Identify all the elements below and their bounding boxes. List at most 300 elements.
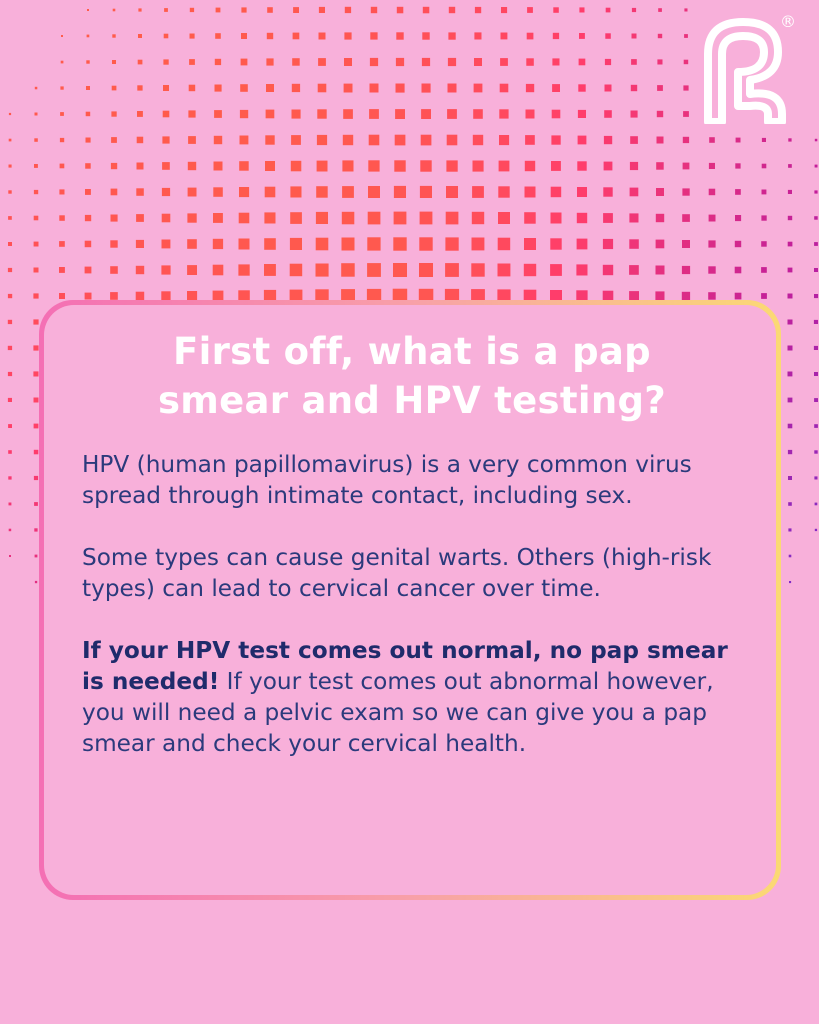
halftone-dot bbox=[631, 59, 637, 65]
planned-parenthood-logo-icon bbox=[698, 14, 788, 124]
paragraph-hpv-types: Some types can cause genital warts. Others (high-risk types) can lead to cervical cancer over time. bbox=[82, 544, 712, 602]
halftone-dot bbox=[708, 240, 715, 247]
halftone-dot bbox=[85, 241, 92, 248]
halftone-dot bbox=[34, 424, 39, 429]
halftone-dot bbox=[552, 84, 560, 92]
halftone-dot bbox=[446, 212, 459, 225]
halftone-dot bbox=[709, 189, 716, 196]
card-title-line1: First off, what is a pap bbox=[173, 330, 651, 373]
halftone-dot bbox=[499, 135, 509, 145]
halftone-dot bbox=[473, 135, 483, 145]
halftone-dot bbox=[87, 35, 90, 38]
halftone-dot bbox=[239, 239, 250, 250]
halftone-dot bbox=[343, 109, 353, 119]
halftone-dot bbox=[216, 8, 221, 13]
halftone-dot bbox=[163, 59, 168, 64]
halftone-dot bbox=[59, 215, 65, 221]
halftone-dot bbox=[472, 186, 484, 198]
halftone-dot bbox=[471, 263, 484, 276]
halftone-dot bbox=[162, 188, 170, 196]
halftone-dot bbox=[345, 7, 351, 13]
halftone-dot bbox=[526, 58, 534, 66]
halftone-dot bbox=[292, 58, 300, 65]
halftone-dot bbox=[605, 59, 611, 65]
halftone-dot bbox=[290, 186, 301, 197]
halftone-dot bbox=[814, 476, 817, 479]
halftone-dot bbox=[8, 216, 12, 220]
halftone-dot bbox=[683, 163, 690, 170]
halftone-dot bbox=[241, 7, 246, 12]
halftone-dot bbox=[524, 264, 536, 276]
halftone-dot bbox=[395, 109, 405, 119]
halftone-dot bbox=[814, 424, 818, 428]
halftone-dot bbox=[138, 34, 142, 38]
halftone-dot bbox=[394, 186, 406, 198]
halftone-dot bbox=[577, 239, 588, 250]
halftone-dot bbox=[395, 135, 406, 146]
halftone-dot bbox=[318, 58, 326, 66]
halftone-dot bbox=[266, 110, 275, 119]
halftone-dot bbox=[136, 214, 144, 222]
halftone-dot bbox=[526, 110, 535, 119]
halftone-dot bbox=[189, 59, 195, 65]
halftone-dot bbox=[292, 84, 300, 92]
halftone-dot bbox=[137, 111, 143, 117]
halftone-dot bbox=[267, 33, 273, 39]
halftone-dot bbox=[188, 136, 196, 144]
halftone-dot bbox=[603, 213, 613, 223]
halftone-dot bbox=[86, 112, 91, 117]
halftone-dot bbox=[265, 161, 275, 171]
halftone-dot bbox=[34, 242, 39, 247]
halftone-dot bbox=[527, 33, 534, 40]
halftone-dot bbox=[8, 268, 12, 272]
halftone-dot bbox=[213, 239, 223, 249]
halftone-dot bbox=[578, 84, 585, 91]
halftone-dot bbox=[344, 84, 353, 93]
halftone-dot bbox=[85, 163, 91, 169]
halftone-dot bbox=[552, 58, 559, 65]
halftone-dot bbox=[344, 58, 352, 66]
halftone-dot bbox=[290, 264, 303, 277]
halftone-dot bbox=[524, 212, 536, 224]
halftone-dot bbox=[499, 161, 510, 172]
halftone-dot bbox=[8, 372, 12, 376]
halftone-dot bbox=[736, 138, 741, 143]
halftone-dot bbox=[761, 241, 767, 247]
halftone-dot bbox=[788, 268, 793, 273]
halftone-dot bbox=[500, 84, 509, 93]
halftone-dot bbox=[579, 33, 585, 39]
halftone-dot bbox=[657, 85, 663, 91]
halftone-dot bbox=[85, 189, 91, 195]
halftone-dot bbox=[8, 450, 12, 454]
halftone-dot bbox=[61, 35, 63, 37]
halftone-dot bbox=[814, 268, 818, 272]
halftone-dot bbox=[267, 7, 273, 13]
halftone-dot bbox=[421, 109, 431, 119]
halftone-dot bbox=[525, 161, 535, 171]
halftone-dot bbox=[683, 85, 688, 90]
halftone-dot bbox=[8, 190, 11, 193]
halftone-dot bbox=[656, 240, 665, 249]
registered-trademark: ® bbox=[780, 12, 796, 31]
halftone-dot bbox=[34, 216, 39, 221]
halftone-dot bbox=[658, 34, 662, 38]
halftone-dot bbox=[761, 293, 767, 299]
halftone-dot bbox=[370, 84, 379, 93]
halftone-dot bbox=[33, 319, 38, 324]
halftone-dot bbox=[605, 33, 611, 39]
halftone-dot bbox=[369, 109, 379, 119]
halftone-dot bbox=[579, 59, 586, 66]
halftone-dot bbox=[735, 215, 741, 221]
halftone-dot bbox=[238, 264, 249, 275]
halftone-dot bbox=[498, 212, 510, 224]
halftone-dot bbox=[473, 109, 483, 119]
halftone-dot bbox=[239, 213, 250, 224]
halftone-dot bbox=[684, 34, 688, 38]
halftone-dot bbox=[788, 164, 792, 168]
halftone-dot bbox=[814, 450, 817, 453]
halftone-dot bbox=[344, 32, 351, 39]
halftone-dot bbox=[113, 9, 116, 12]
halftone-dot bbox=[550, 264, 562, 276]
halftone-dot bbox=[163, 111, 170, 118]
halftone-dot bbox=[629, 213, 638, 222]
halftone-dot bbox=[788, 346, 793, 351]
halftone-dot bbox=[631, 85, 637, 91]
halftone-dot bbox=[682, 292, 690, 300]
halftone-dot bbox=[188, 162, 196, 170]
halftone-dot bbox=[59, 241, 65, 247]
halftone-dot bbox=[449, 7, 455, 13]
halftone-dot bbox=[814, 294, 818, 298]
halftone-dot bbox=[190, 34, 195, 39]
halftone-dot bbox=[8, 424, 12, 428]
halftone-dot bbox=[656, 188, 664, 196]
halftone-dot bbox=[60, 86, 63, 89]
halftone-dot bbox=[264, 238, 276, 250]
halftone-dot bbox=[788, 216, 792, 220]
card-title-line2: smear and HPV testing? bbox=[157, 379, 667, 422]
halftone-dot bbox=[578, 136, 587, 145]
halftone-dot bbox=[368, 186, 380, 198]
halftone-dot bbox=[85, 293, 92, 300]
halftone-dot bbox=[419, 263, 433, 277]
halftone-dot bbox=[9, 165, 12, 168]
halftone-dot bbox=[162, 214, 171, 223]
halftone-dot bbox=[815, 139, 818, 142]
halftone-dot bbox=[629, 265, 639, 275]
halftone-dot bbox=[9, 529, 12, 532]
halftone-dot bbox=[788, 294, 793, 299]
halftone-dot bbox=[553, 33, 559, 39]
halftone-dot bbox=[448, 58, 456, 66]
halftone-dot bbox=[709, 163, 715, 169]
halftone-dot bbox=[423, 7, 430, 14]
halftone-dot bbox=[576, 264, 587, 275]
halftone-dot bbox=[136, 266, 144, 274]
halftone-dot bbox=[61, 61, 64, 64]
halftone-dot bbox=[788, 398, 793, 403]
halftone-dot bbox=[215, 59, 221, 65]
halftone-dot bbox=[316, 264, 329, 277]
halftone-dot bbox=[368, 160, 379, 171]
halftone-dot bbox=[34, 502, 38, 506]
halftone-dot bbox=[474, 58, 482, 66]
halftone-dot bbox=[605, 85, 612, 92]
halftone-dot bbox=[264, 212, 275, 223]
halftone-dot bbox=[657, 137, 664, 144]
halftone-dot bbox=[448, 32, 455, 39]
halftone-dot bbox=[8, 346, 12, 350]
halftone-dot bbox=[371, 7, 377, 13]
halftone-dot bbox=[265, 187, 276, 198]
halftone-dot bbox=[788, 372, 793, 377]
halftone-dot bbox=[656, 162, 664, 170]
halftone-dot bbox=[240, 84, 248, 92]
halftone-dot bbox=[500, 58, 508, 66]
halftone-dot bbox=[85, 215, 91, 221]
halftone-dot bbox=[632, 34, 637, 39]
halftone-dot bbox=[604, 162, 613, 171]
halftone-dot bbox=[551, 161, 561, 171]
halftone-dot bbox=[189, 85, 196, 92]
halftone-dot bbox=[35, 581, 37, 583]
halftone-dot bbox=[111, 189, 118, 196]
halftone-dot bbox=[86, 138, 91, 143]
halftone-dot bbox=[525, 135, 535, 145]
halftone-dot bbox=[215, 85, 222, 92]
halftone-dot bbox=[343, 135, 353, 145]
halftone-dot bbox=[551, 135, 560, 144]
halftone-dot bbox=[421, 135, 432, 146]
halftone-dot bbox=[265, 135, 274, 144]
halftone-dot bbox=[110, 240, 117, 247]
halftone-dot bbox=[446, 160, 457, 171]
halftone-dot bbox=[396, 84, 405, 93]
halftone-dot bbox=[137, 137, 144, 144]
halftone-dot bbox=[215, 33, 221, 39]
halftone-dot bbox=[187, 213, 196, 222]
halftone-dot bbox=[762, 164, 767, 169]
halftone-dot bbox=[86, 86, 90, 90]
halftone-dot bbox=[683, 137, 689, 143]
halftone-dot bbox=[241, 33, 247, 39]
halftone-dot bbox=[498, 264, 511, 277]
halftone-dot bbox=[394, 160, 405, 171]
halftone-dot bbox=[397, 7, 404, 14]
halftone-dot bbox=[162, 136, 169, 143]
halftone-dot bbox=[815, 165, 818, 168]
halftone-dot bbox=[788, 528, 791, 531]
halftone-dot bbox=[445, 237, 458, 250]
halftone-dot bbox=[342, 186, 354, 198]
info-card-inner bbox=[44, 305, 776, 895]
info-card bbox=[39, 300, 781, 900]
halftone-dot bbox=[59, 189, 64, 194]
halftone-dot bbox=[9, 139, 12, 142]
halftone-dot bbox=[85, 267, 92, 274]
halftone-dot bbox=[630, 136, 638, 144]
halftone-dot bbox=[239, 161, 249, 171]
halftone-dot bbox=[240, 110, 248, 118]
halftone-dot bbox=[761, 267, 767, 273]
halftone-dot bbox=[578, 110, 586, 118]
halftone-dot bbox=[683, 111, 689, 117]
halftone-dot bbox=[293, 7, 299, 13]
halftone-dot bbox=[111, 137, 117, 143]
halftone-dot bbox=[499, 109, 508, 118]
halftone-dot bbox=[264, 264, 276, 276]
halftone-dot bbox=[527, 7, 533, 13]
halftone-dot bbox=[814, 242, 818, 246]
halftone-dot bbox=[474, 84, 483, 93]
halftone-dot bbox=[60, 112, 64, 116]
halftone-dot bbox=[422, 32, 429, 39]
halftone-dot bbox=[33, 293, 38, 298]
halftone-dot bbox=[370, 58, 378, 66]
halftone-dot bbox=[59, 267, 65, 273]
halftone-dot bbox=[290, 212, 302, 224]
halftone-dot bbox=[447, 109, 457, 119]
halftone-dot bbox=[188, 188, 197, 197]
halftone-dot bbox=[214, 136, 222, 144]
halftone-dot bbox=[214, 110, 222, 118]
halftone-dot bbox=[684, 60, 689, 64]
halftone-dot bbox=[553, 7, 559, 13]
halftone-dot bbox=[761, 215, 766, 220]
halftone-dot bbox=[35, 113, 38, 116]
halftone-dot bbox=[188, 110, 195, 117]
halftone-dot bbox=[447, 135, 458, 146]
halftone-dot bbox=[266, 58, 273, 65]
halftone-dot bbox=[735, 293, 742, 300]
halftone-dot bbox=[214, 162, 223, 171]
halftone-dot bbox=[8, 294, 12, 298]
halftone-dot bbox=[603, 187, 612, 196]
halftone-dot bbox=[112, 86, 117, 91]
halftone-dot bbox=[370, 32, 377, 39]
halftone-dot bbox=[342, 238, 355, 251]
halftone-dot bbox=[33, 345, 38, 350]
halftone-dot bbox=[708, 266, 715, 273]
halftone-dot bbox=[8, 320, 12, 324]
halftone-dot bbox=[34, 476, 38, 480]
halftone-dot bbox=[342, 160, 353, 171]
halftone-dot bbox=[240, 136, 249, 145]
halftone-dot bbox=[111, 215, 118, 222]
halftone-dot bbox=[317, 135, 327, 145]
halftone-dot bbox=[577, 161, 586, 170]
halftone-dot bbox=[682, 214, 690, 222]
halftone-dot bbox=[393, 237, 406, 250]
halftone-dot bbox=[8, 398, 12, 402]
halftone-dot bbox=[789, 555, 792, 558]
halftone-dot bbox=[293, 33, 300, 40]
halftone-dot bbox=[789, 581, 791, 583]
halftone-dot bbox=[292, 110, 301, 119]
halftone-dot bbox=[316, 186, 328, 198]
halftone-dot bbox=[501, 7, 507, 13]
halftone-dot bbox=[34, 398, 39, 403]
halftone-dot bbox=[632, 8, 636, 12]
halftone-dot bbox=[34, 450, 39, 455]
halftone-dot bbox=[814, 346, 818, 350]
paragraph-rest: If your test comes out abnormal however, you will need a pelvic exam so we can give you a pap smear and check your cervical health. bbox=[82, 668, 714, 757]
halftone-dot bbox=[394, 212, 407, 225]
halftone-dot bbox=[187, 239, 197, 249]
halftone-dot bbox=[317, 161, 328, 172]
halftone-dot bbox=[684, 8, 687, 11]
halftone-dot bbox=[137, 85, 142, 90]
halftone-dot bbox=[60, 138, 64, 142]
halftone-dot bbox=[606, 8, 611, 13]
halftone-dot bbox=[138, 8, 141, 11]
halftone-dot bbox=[367, 263, 381, 277]
halftone-dot bbox=[604, 136, 612, 144]
halftone-dot bbox=[34, 268, 39, 273]
halftone-dot bbox=[814, 190, 817, 193]
halftone-dot bbox=[788, 242, 793, 247]
halftone-dot bbox=[579, 7, 584, 12]
halftone-dot bbox=[445, 263, 459, 277]
halftone-dot bbox=[368, 212, 381, 225]
halftone-dot bbox=[656, 214, 664, 222]
halftone-dot bbox=[266, 84, 274, 92]
halftone-dot bbox=[419, 237, 432, 250]
card-title bbox=[82, 327, 742, 425]
halftone-dot bbox=[290, 238, 302, 250]
halftone-dot bbox=[603, 239, 613, 249]
halftone-dot bbox=[735, 241, 741, 247]
halftone-dot bbox=[551, 213, 562, 224]
paragraph-bold-lead: If your HPV test comes out normal, no pap smear is needed! bbox=[82, 637, 728, 695]
halftone-dot bbox=[420, 212, 433, 225]
halftone-dot bbox=[239, 187, 249, 197]
halftone-dot bbox=[656, 266, 665, 275]
halftone-dot bbox=[762, 190, 767, 195]
halftone-dot bbox=[112, 34, 115, 37]
halftone-dot bbox=[291, 135, 301, 145]
halftone-dot bbox=[788, 424, 793, 429]
halftone-dot bbox=[603, 265, 613, 275]
halftone-dot bbox=[788, 320, 793, 325]
halftone-dot bbox=[473, 161, 484, 172]
halftone-dot bbox=[241, 59, 248, 66]
halftone-dot bbox=[709, 137, 715, 143]
halftone-dot bbox=[190, 8, 194, 12]
halftone-dot bbox=[136, 188, 144, 196]
halftone-dot bbox=[136, 240, 144, 248]
halftone-dot bbox=[814, 372, 818, 376]
halftone-dot bbox=[682, 266, 690, 274]
halftone-dot bbox=[735, 267, 742, 274]
paragraph-hpv-definition: HPV (human papillomavirus) is a very common virus spread through intimate contact, including sex. bbox=[82, 451, 692, 509]
halftone-dot bbox=[762, 138, 766, 142]
halftone-dot bbox=[709, 215, 716, 222]
halftone-dot bbox=[34, 528, 37, 531]
halftone-dot bbox=[342, 212, 355, 225]
halftone-dot bbox=[35, 555, 38, 558]
halftone-dot bbox=[472, 238, 485, 251]
halftone-dot bbox=[420, 186, 432, 198]
halftone-dot bbox=[577, 213, 587, 223]
halftone-dot bbox=[291, 161, 302, 172]
halftone-dot bbox=[33, 371, 38, 376]
halftone-dot bbox=[448, 84, 457, 93]
